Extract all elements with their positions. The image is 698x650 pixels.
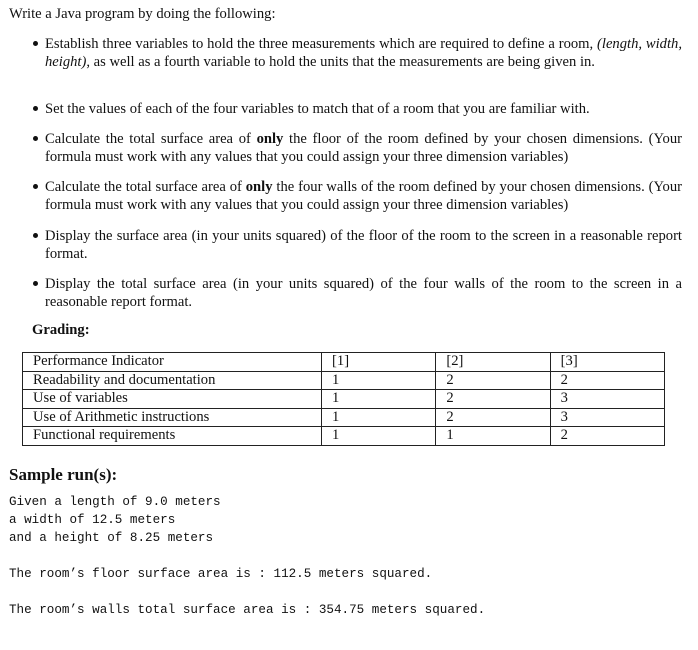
bullet-icon: [33, 106, 38, 111]
bullet-item: [45, 178, 682, 214]
bullet-icon: [33, 41, 38, 46]
sample-run-heading: Sample run(s):: [9, 465, 118, 484]
code-line: Given a length of 9.0 meters: [9, 495, 221, 509]
score-cell: 1: [322, 371, 436, 390]
score-cell: [1]: [322, 353, 436, 372]
score-cell: 1: [322, 390, 436, 409]
bullet-text: Calculate the total surface area of: [45, 179, 246, 195]
indicator-cell: Readability and documentation: [23, 371, 322, 390]
bullet-icon: [33, 136, 38, 141]
code-line: The room’s floor surface area is : 112.5 meters squared.: [9, 567, 433, 581]
bullet-text: the floor of the room defined by your chosen dimensions. (Your formula must work with any values that you could assign your three dimension variables): [45, 131, 682, 165]
bullet-text: Calculate the total surface area of: [45, 131, 257, 147]
bullet-item: [45, 275, 682, 311]
bullet-text: the four walls of the room defined by your chosen dimensions. (Your formula must work with any values that you could assign your three dimension variables): [45, 179, 682, 213]
bullet-italic: (length, width, height): [45, 36, 682, 70]
code-line: and a height of 8.25 meters: [9, 531, 214, 545]
indicator-cell: Use of variables: [23, 390, 322, 409]
code-line: a width of 12.5 meters: [9, 513, 176, 527]
score-cell: 1: [322, 408, 436, 427]
bullet-icon: [33, 281, 38, 286]
indicator-cell: Performance Indicator: [23, 353, 322, 372]
score-cell: [3]: [550, 353, 664, 372]
table-row: [23, 390, 665, 409]
score-cell: [2]: [436, 353, 550, 372]
score-cell: 3: [550, 408, 664, 427]
bullet-item: [45, 227, 682, 263]
score-cell: 2: [436, 408, 550, 427]
bullet-text: Establish three variables to hold the three measurements which are required to define a room,: [45, 36, 598, 52]
score-cell: 2: [550, 371, 664, 390]
score-cell: 2: [436, 390, 550, 409]
score-cell: 2: [436, 371, 550, 390]
indicator-cell: Use of Arithmetic instructions: [23, 408, 322, 427]
bullet-bold: only: [256, 131, 284, 147]
table-header-row: [23, 353, 665, 372]
bullet-text: Display the surface area (in your units squared) of the floor of the room to the screen in a reasonable report format.: [45, 228, 682, 262]
table-row: [23, 408, 665, 427]
bullet-item: [45, 130, 682, 166]
bullet-icon: [33, 233, 38, 238]
grading-heading: Grading:: [32, 322, 90, 338]
indicator-cell: Functional requirements: [23, 427, 322, 446]
bullet-item: [45, 100, 682, 118]
table-row: [23, 427, 665, 446]
bullet-text: Display the total surface area (in your units squared) of the four walls of the room to the screen in a reasonable report format.: [45, 276, 682, 310]
bullet-text: , as well as a fourth variable to hold the units that the measurements are being given in.: [86, 54, 595, 70]
bullet-icon: [33, 184, 38, 189]
score-cell: 1: [322, 427, 436, 446]
score-cell: 1: [436, 427, 550, 446]
score-cell: 3: [550, 390, 664, 409]
grading-table: [22, 352, 665, 446]
bullet-item: [45, 35, 682, 71]
bullet-bold: only: [245, 179, 273, 195]
code-line: The room’s walls total surface area is : 354.75 meters squared.: [9, 603, 486, 617]
intro-text: Write a Java program by doing the following:: [9, 6, 276, 22]
score-cell: 2: [550, 427, 664, 446]
table-row: [23, 371, 665, 390]
bullet-text: Set the values of each of the four variables to match that of a room that you are familiar with.: [45, 101, 590, 117]
